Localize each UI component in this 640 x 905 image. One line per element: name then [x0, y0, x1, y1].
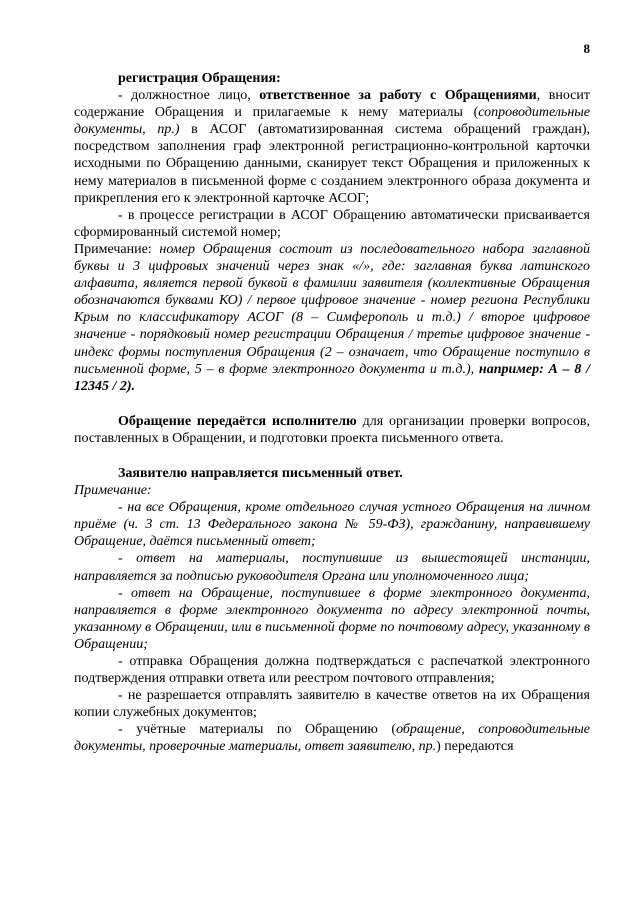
list-item: - отправка Обращения должна подтверждаться с распечаткой электронного подтверждения отправки ответа или реестром почтового отправления;: [74, 654, 590, 687]
text-run-bold: Обращение передаётся исполнителю: [118, 413, 357, 429]
spacer: [74, 395, 590, 413]
note-label: Примечание:: [74, 241, 160, 257]
page-number: 8: [583, 41, 590, 56]
note-example-label: например:: [478, 361, 549, 377]
page-content: [74, 70, 590, 756]
list-item: - не разрешается отправлять заявителю в качестве ответов на их Обращения копии служебных документов;: [74, 688, 590, 721]
paragraph-number-note: [74, 241, 590, 395]
text-run: , вносит содержание Обращения и прилагаемые к нему материалы (: [74, 88, 590, 121]
text-run-italic: обращение, сопроводительные документы, проверочные материалы, ответ заявителю, пр.: [74, 722, 590, 755]
paragraph-registration-entry: [74, 87, 590, 207]
paragraph-transfer-to-executor: [74, 413, 590, 447]
list-item: - на все Обращения, кроме отдельного случая устного Обращения на личном приёме (ч. 3 ст. 13 Федерального закона № 59-ФЗ), гражданину, направившему Обращение, даётся письменный ответ;: [74, 500, 590, 550]
note-text: номер Обращения состоит из последовательного набора заглавной буквы и 3 цифровых значений через знак «/», где: заглавная буква латинского алфавита, является первой буквой в фамилии заявителя (коллективные Обращения обозначаются буквами КО) / первое цифровое значение - номер региона Республики Крым по классификатору АСОГ (8 – Симферополь и т.д.) / второе цифровое значение - порядковый номер регистрации Обращения / третье цифровое значение - индекс формы поступления Обращения (2 – означает, что Обращение поступило в письменной форме, 5 – в форме электронного документа и т.д.),: [74, 241, 591, 377]
list-item: - ответ на материалы, поступившие из вышестоящей инстанции, направляется за подписью руководителя Органа или уполномоченного лица;: [74, 551, 590, 584]
text-run: ) передаются: [436, 739, 514, 755]
text-run: - учётные материалы по Обращению (: [118, 722, 397, 738]
section-heading-written-answer: Заявителю направляется письменный ответ.: [118, 465, 403, 481]
text-run: в АСОГ (автоматизированная система обращений граждан), посредством заполнения граф электронной регистрационно-контрольной карточки исходными по Обращению данными, сканирует текст Обращения и приложенных к нему материалов в письменной форме с созданием электронного образа документа и прикрепления его к электронной карточке АСОГ;: [74, 122, 590, 206]
note-example: А – 8 / 12345 / 2).: [74, 361, 591, 394]
text-run: для организации проверки вопросов, поставленных в Обращении, и подготовки проекта письменного ответа.: [74, 413, 591, 446]
text-run-bold: ответственное за работу с Обращениями: [259, 88, 537, 104]
spacer: [74, 447, 590, 465]
note-label-written-answer: Примечание:: [74, 483, 152, 499]
list-item-materials: [74, 721, 590, 755]
section-heading-registration: регистрация Обращения:: [118, 71, 281, 86]
text-run-italic: сопроводительные документы, пр.): [74, 105, 590, 138]
paragraph-auto-number: - в процессе регистрации в АСОГ Обращению автоматически присваивается сформированный системой номер;: [74, 207, 590, 240]
list-item: - ответ на Обращение, поступившее в форме электронного документа, направляется в форме электронного документа по адресу электронной почты, указанному в Обращении, или в письменной форме по почтовому адресу, указанному в Обращении;: [74, 585, 590, 652]
text-run: - должностное лицо,: [118, 88, 260, 104]
